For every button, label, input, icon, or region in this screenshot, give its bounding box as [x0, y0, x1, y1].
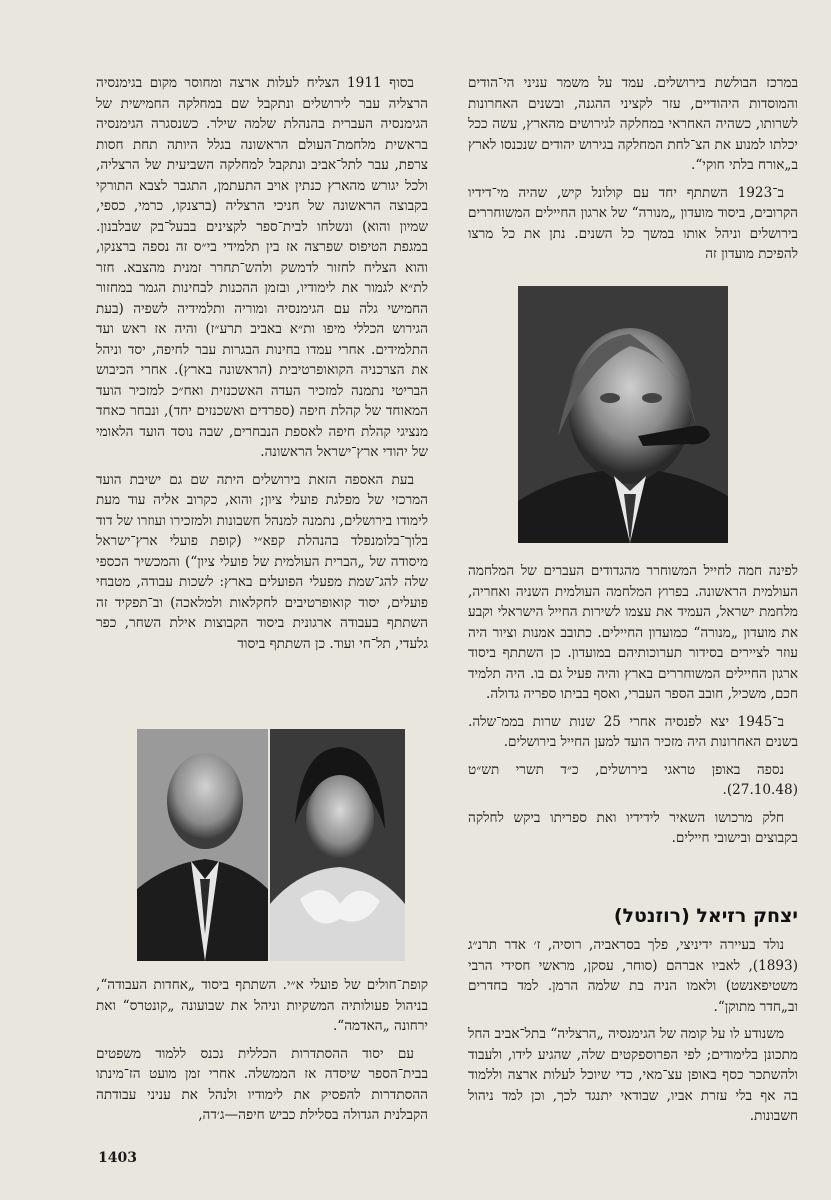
portrait-photo-man-with-pipe — [518, 286, 728, 543]
portrait-photo-woman — [270, 729, 405, 961]
paragraph: לפינה חמה לחייל המשוחרר מהגדודים העברים של המלחמה העולמית הראשונה. בפרוץ המלחמה העולמית השניה ואחריה, מלחמת ישראל, העמיד את עצמו לשירות החייל הישראלי וקבע את מועדון „מנורה“ כמועדון החיילים. כתובב אמנות וציור היה עוזר לציירים בסידור תערוכותיהם במועדון. כן השתתף ביסוד ארגון החיילים המשוחררים בארץ והיה פעיל גם בו. היה תלמיד חכם, משכיל, חובב הספר העברי, ואסף בביתו ספריה גדולה. — [468, 563, 798, 702]
paragraph: קופת־חולים של פועלי א״י. השתתף ביסוד „אחדות העבודה“, בניהול פעולותיה המשקיות וניהל את שבועונה „קונטרס“ ואת ירחונה „האדמה“. — [96, 977, 428, 1034]
portrait-photo-man — [137, 729, 268, 961]
right-column-top — [468, 73, 798, 272]
paragraph: חלק מרכושו השאיר לידידיו ואת ספריתו ביקש לחלקה בקבוצים ובישובי חיילים. — [468, 809, 798, 846]
page-number: 1403 — [98, 1150, 137, 1166]
left-column-top — [96, 73, 428, 661]
paragraph: נולד בעיירה ידיניצי, פלך בסראביה, רוסיה, ז׳ אדר תרנ״ג (1893), לאביו אברהם (סוחר, עסקן, מראשי חסידי הרבי משטיפאנשט) ולאמו הניה בת שלמה הרמן. למד בחדרים וב„חדר מתוקן“. — [468, 937, 798, 1015]
right-column-bio — [468, 935, 798, 1134]
paragraph: ב־1923 השתתף יחד עם קולונל קיש, שהיה מי־דידיו הקרובים, ביסוד מועדון „מנורה“ של ארגון החיילים המשוחררים בירושלים וניהל אותו במשך כל השנים. נתן את כל מרצו להפיכת מועדון זה — [468, 184, 798, 262]
left-column-bottom — [96, 975, 428, 1133]
section-heading: יצחק רזיאל (רוזנטל) — [613, 905, 798, 927]
paragraph: עם יסוד ההסתדרות הכללית נכנס ללמוד משפטים בבית־הספר שיסדה אז הממשלה. אחרי זמן מועט הז־מינתו ההסתדרות להפסיק את לימודיו ולנהל את עניני עבודתה הקבלנית הגדולה בסלילת כביש חיפה—ג׳דה, — [96, 1045, 428, 1123]
paragraph: נספה באופן טראגי בירושלים, כ״ד תשרי תש״ט (27.10.48). — [468, 761, 798, 798]
paragraph: בסוף 1911 הצליח לעלות ארצה ומחוסר מקום בגימנסיה הרצליה עבר לירושלים ונתקבל שם במחלקה החמישית של הגימנסיה העברית בהנהלת שלמה שילר. כשנסגרה הגימנסיה בראשית מלחמת־העולם הראשונה בגלל היותה תחת חסות צרפת, עבר לתל־אביב ונתקבל למחלקה השביעית של הרצליה, ולכל יגורש מהארץ כנתין אויב התעתמן, התגבר לצבא התורקי בקבוצה הראשונה של חניכי הרצליה (ברצנקו, כרמי, כספי, שמיון והוא) ונשלחו לבית־ספר לקצינים בבעל־בק שבלבנון. במגפת הטיפוס שפרצה אז בין תלמידי בי״ס זה נספה ברצנקו, והוא הצליח לחזור לדמשק ולהש־תחרר זמנית מהצבא. חזר לת״א לגמור את לימודיו, ובזמן ההכנות לבחינות הגמר במחזור החמישי גלה עם הגימנסיה ומוריה ותלמידיה לשפיה (בעת הגירוש הכללי מיפו ות״א באביב תרע״ז) והיה אז ראש ועד התלמידים. אחרי עמדו בחינות הבגרות עבר לחיפה, יסד וניהל את הצרכניה הקואופרטיבית (הראשונה בארץ). אחרי הכיבוש הבריטי נתמנה למזכיר העדה האשכנזית ואח״כ למזכיר הועד המאוחד של קהלת חיפה (ספרדים ואשכנזים יחד), ונבחר כאחד מנציגי קהלת חיפה לאספת הנבחרים, שבה נוסד הועד הלאומי של יהודי ארץ־ישראל הראשונה. — [96, 75, 428, 460]
paragraph: ב־1945 יצא לפנסיה אחרי 25 שנות שרות בממ־שלה. בשנים האחרונות היה מזכיר הועד למען החייל בירושלים. — [468, 713, 798, 750]
paragraph: משנודע לו על קומה של הגימנסיה „הרצליה“ בתל־אביב החל מתכונן בלימודים; לפי הפרוספקטים שלה, שהגיע לידו, ולעבוד ולהשתכר כסף באופן עצ־מאי, כדי שיוכל לעלות ארצה וללמוד בה אף בלי עזרת אביו, שבודאי יתנגד לכך, וכן למד ניהול חשבונות. — [468, 1026, 798, 1124]
right-column-middle — [468, 561, 798, 856]
paragraph: בעת האספה הזאת בירושלים היתה שם גם ישיבת הועד המרכזי של מפלגת פועלי ציון; והוא, כקרוב אליה עוד מעת לימודו בירושלים, נתמנה למנהל חשבונות ולמזכירו ועוזרו של דוד בלוך־בלומנפלד בהנהלת קפא״י (קופת פועלי ארץ־ישראל מיסודה של „הברית העולמית של פועלי ציון“) והמכשיר הכספי שלה להג־שמת מפעלי הפועלים בארץ: לשכות עבודה, מטבחי פועלים, יסוד קואופרטיבים לחקלאות ולמלאכה) וב־תפקיד זה השתתף בעבודה ארגונית ביסוד הקבוצות אילת השחר, כפר גלעדי, תל־חי ועוד. כן השתתף ביסוד — [96, 471, 428, 652]
paragraph: במרכז הבולשת בירושלים. עמד על משמר עניני הי־הודים והמוסדות היהודיים, עזר לקציני ההגנה, ובשנים האחרונות לשרותו, כשהיה האחראי במחלקה לגירושים מהארץ, עשה ככל יכלתו למנוע את הצ־לחת המחלקה בגירוש יהודים שנכנסו לארץ ב„אורח בלתי חוקי“. — [467, 75, 798, 173]
